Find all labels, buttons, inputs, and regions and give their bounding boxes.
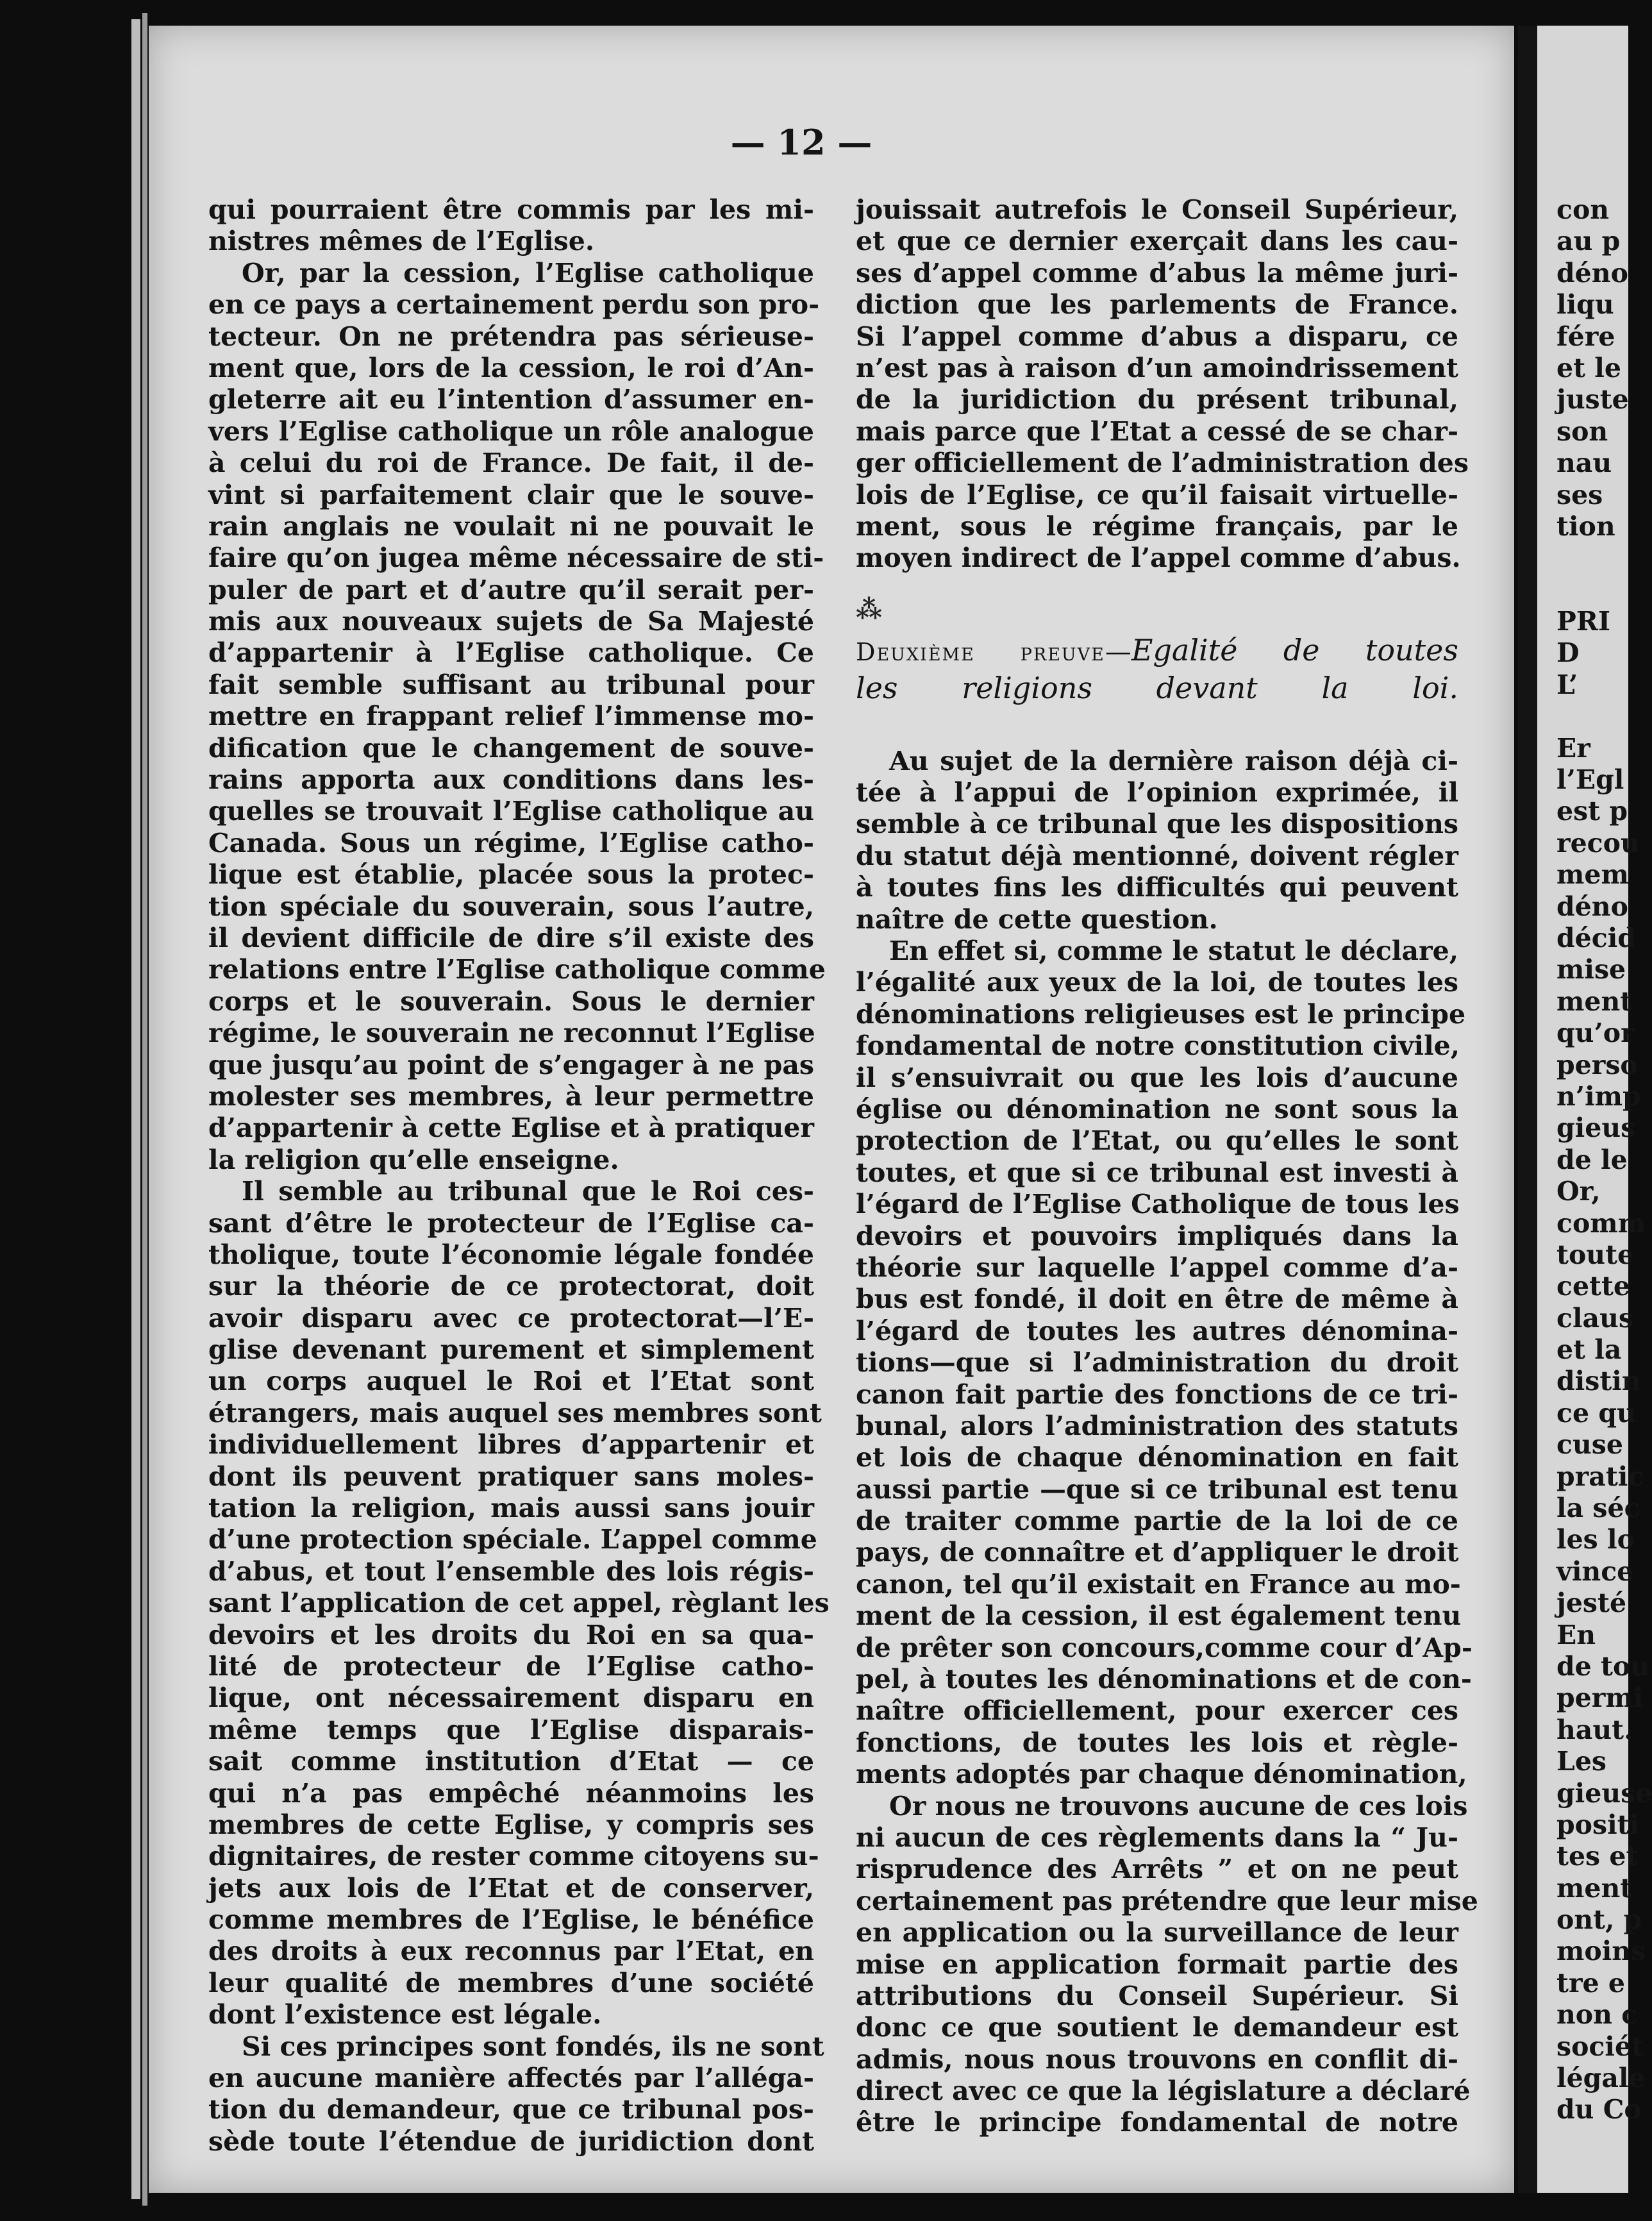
text-line: et lois de chaque dénomination en fait: [856, 1442, 1458, 1473]
text-line: de la juridiction du présent tribunal,: [856, 384, 1458, 415]
text-line: direct avec ce que la législature a déclaré: [856, 2075, 1471, 2107]
next-page-fragment: cette: [1556, 1271, 1631, 1302]
next-page-fragment: Or,: [1556, 1176, 1601, 1207]
text-line: théorie sur laquelle l’appel comme d’a-: [856, 1252, 1458, 1283]
text-line: ses d’appel comme d’abus la même juri-: [856, 257, 1458, 289]
next-page-fragment: est p: [1556, 796, 1628, 827]
text-line: quelles se trouvait l’Eglise catholique au: [208, 796, 814, 827]
text-line: tions—que si l’administration du droit: [856, 1347, 1458, 1379]
next-page-fragment: PRI: [1556, 606, 1611, 637]
text-line: canon, tel qu’il existait en France au mo-: [856, 1568, 1461, 1600]
next-page-fragment: et la: [1556, 1334, 1622, 1366]
text-line: vers l’Eglise catholique un rôle analogue: [208, 415, 814, 447]
text-line: l’égalité aux yeux de la loi, de toutes les: [856, 967, 1458, 998]
text-line: dénominations religieuses est le principe: [856, 998, 1466, 1030]
text-line: bus est fondé, il doit en être de même à: [856, 1284, 1458, 1315]
text-line: jouissait autrefois le Conseil Supérieur,: [856, 194, 1458, 225]
next-page-fragment: positi: [1556, 1809, 1640, 1840]
book-gutter: [1518, 26, 1537, 2193]
page-edge-left: [131, 19, 140, 2199]
text-line: nistres mêmes de l’Eglise.: [208, 226, 595, 257]
text-line: sède toute l’étendue de juridiction dont: [208, 2125, 814, 2157]
next-page-fragment: recou: [1556, 827, 1640, 859]
text-line: naître de cette question.: [856, 903, 1218, 935]
text-line: mettre en frappant relief l’immense mo-: [208, 701, 814, 732]
text-line: bunal, alors l’administration des statuts: [856, 1410, 1458, 1441]
right-column: [856, 194, 1478, 2139]
text-line: risprudence des Arrêts ” et on ne peut: [856, 1854, 1458, 1885]
text-line: dont ils peuvent pratiquer sans moles-: [208, 1461, 814, 1492]
next-page-fragment: du Co: [1556, 2094, 1642, 2125]
next-page-fragment: con: [1556, 194, 1610, 225]
right-column-body: [856, 745, 1478, 2139]
next-page-fragment: vince: [1556, 1555, 1634, 1587]
next-page-fragment: déno: [1556, 891, 1628, 922]
next-page-fragment: D: [1556, 637, 1580, 669]
text-line: dont l’existence est légale.: [208, 1999, 602, 2031]
text-line: l’égard de toutes les autres dénomina-: [856, 1315, 1458, 1346]
text-line: protection de l’Etat, ou qu’elles le sont: [856, 1125, 1458, 1157]
text-line: membres de cette Eglise, y compris ses: [208, 1809, 814, 1840]
text-line: que jusqu’au point de s’engager à ne pas: [208, 1049, 814, 1080]
text-line: tecteur. On ne prétendra pas sérieuse-: [208, 321, 814, 352]
next-page-fragment: tes et: [1556, 1841, 1639, 1872]
text-line: corps et le souverain. Sous le dernier: [208, 985, 814, 1017]
next-page-fragment: pratic: [1556, 1461, 1644, 1492]
text-line: glise devenant purement et simplement: [208, 1334, 814, 1366]
next-page-fragment: sociét: [1556, 2031, 1644, 2062]
next-page-fragment: de tou: [1556, 1650, 1650, 1682]
page-number: — 12 —: [730, 122, 872, 163]
next-page-fragment: légale: [1556, 2063, 1646, 2094]
next-page-fragment: non c: [1556, 1999, 1638, 2031]
text-line: mais parce que l’Etat a cessé de se char-: [856, 415, 1458, 447]
text-line: étrangers, mais auquel ses membres sont: [208, 1397, 822, 1429]
text-line: et que ce dernier exerçait dans les cau-: [856, 226, 1458, 257]
next-page-text-fragments: [1556, 194, 1652, 2126]
text-line: fonctions, de toutes les lois et règle-: [856, 1727, 1458, 1758]
text-line: en aucune manière affectés par l’alléga-: [208, 2063, 814, 2094]
text-line: certainement pas prétendre que leur mise: [856, 1885, 1478, 1916]
text-line: attributions du Conseil Supérieur. Si: [856, 1980, 1458, 2011]
text-line: ment de la cession, il est également tenu: [856, 1600, 1462, 1632]
text-line: Si l’appel comme d’abus a disparu, ce: [856, 321, 1458, 352]
next-page-fragment: [1556, 701, 1652, 732]
text-line: devoirs et les droits du Roi en sa qua-: [208, 1619, 814, 1650]
text-line: tation la religion, mais aussi sans jouir: [208, 1493, 814, 1524]
text-line: de prêter son concours,comme cour d’Ap-: [856, 1632, 1473, 1663]
text-line: tée à l’appui de l’opinion exprimée, il: [856, 777, 1458, 809]
text-line: même temps que l’Eglise disparais-: [208, 1714, 814, 1745]
text-line: Si ces principes sont fondés, ils ne sont: [242, 2031, 824, 2062]
next-page-fragment: cuse: [1556, 1429, 1623, 1461]
text-line: fondamental de notre constitution civile,: [856, 1030, 1460, 1062]
text-line: d’appartenir à l’Eglise catholique. Ce: [208, 637, 814, 669]
next-page-fragment: n’imp: [1556, 1080, 1641, 1112]
text-line: ni aucun de ces règlements dans la “ Ju-: [856, 1822, 1458, 1853]
text-line: église ou dénomination ne sont sous la: [856, 1093, 1458, 1125]
text-line: ment que, lors de la cession, le roi d’An-: [208, 352, 814, 383]
text-line: de traiter comme partie de la loi de ce: [856, 1505, 1458, 1537]
next-page-fragment: juste: [1556, 384, 1629, 415]
text-line: en ce pays a certainement perdu son pro-: [208, 289, 820, 321]
next-page-fragment: mise: [1556, 954, 1626, 985]
text-line: tion du demandeur, que ce tribunal pos-: [208, 2094, 814, 2125]
text-line: avoir disparu avec ce protectorat—l’E-: [208, 1302, 814, 1334]
text-line: individuellement libres d’appartenir et: [208, 1429, 814, 1461]
text-line: Or nous ne trouvons aucune de ces lois: [889, 1790, 1468, 1822]
text-line: lité de protecteur de l’Eglise catho-: [208, 1650, 814, 1682]
section-label: Deuxième preuve: [856, 637, 1105, 666]
text-line: tholique, toute l’économie légale fondée: [208, 1239, 814, 1270]
text-line: moyen indirect de l’appel comme d’abus.: [856, 542, 1461, 574]
section-title-line2: les religions devant la loi.: [856, 670, 1458, 705]
text-line: lois de l’Eglise, ce qu’il faisait virtuelle-: [856, 479, 1458, 510]
next-page-fragment: déno: [1556, 257, 1628, 289]
text-line: comme membres de l’Eglise, le bénéfice: [208, 1904, 814, 1936]
next-page-fragment: de le: [1556, 1144, 1628, 1175]
text-line: à celui du roi de France. De fait, il de-: [208, 448, 814, 479]
text-line: vint si parfaitement clair que le souve-: [208, 479, 814, 510]
text-line: admis, nous nous trouvons en conflit di-: [856, 2043, 1458, 2075]
next-page-fragment: L’: [1556, 669, 1578, 700]
next-page-fragment: les lo: [1556, 1524, 1635, 1555]
text-line: En effet si, comme le statut le déclare,: [889, 935, 1458, 967]
next-page-fragment: perso: [1556, 1049, 1638, 1080]
next-page-fragment: son: [1556, 415, 1608, 447]
text-line: un corps auquel le Roi et l’Etat sont: [208, 1366, 814, 1397]
text-line: aussi partie —que si ce tribunal est tenu: [856, 1473, 1458, 1505]
next-page-fragment: fére: [1556, 321, 1615, 352]
text-line: Canada. Sous un régime, l’Eglise catho-: [208, 827, 814, 859]
next-page-fragment: décid: [1556, 922, 1636, 953]
next-page-fragment: claus: [1556, 1302, 1633, 1334]
next-page-fragment: au p: [1556, 226, 1621, 257]
text-line: naître officiellement, pour exercer ces: [856, 1695, 1458, 1727]
next-page-fragment: toute: [1556, 1239, 1635, 1270]
text-line: rain anglais ne voulait ni ne pouvait le: [208, 510, 814, 542]
next-page-fragment: En: [1556, 1619, 1596, 1650]
next-page-fragment: comm: [1556, 1207, 1646, 1239]
text-line: d’une protection spéciale. L’appel comme: [208, 1524, 817, 1555]
text-line: sur la théorie de ce protectorat, doit: [208, 1271, 814, 1302]
text-line: mis aux nouveaux sujets de Sa Majesté: [208, 606, 814, 637]
text-line: diction que les parlements de France.: [856, 289, 1458, 321]
next-page-fragment: ment: [1556, 985, 1633, 1017]
text-line: molester ses membres, à leur permettre: [208, 1080, 814, 1112]
text-line: ger officiellement de l’administration des: [856, 448, 1469, 479]
text-line: d’abus, et tout l’ensemble des lois régis-: [208, 1555, 814, 1587]
text-line: à toutes fins les difficultés qui peuvent: [856, 872, 1458, 903]
next-page-fragment: [1556, 542, 1652, 574]
text-line: ments adoptés par chaque dénomination,: [856, 1759, 1467, 1790]
next-page-fragment: ses: [1556, 479, 1603, 510]
text-line: il s’ensuivrait ou que les lois d’aucune: [856, 1062, 1458, 1093]
text-line: lique, ont nécessairement disparu en: [208, 1682, 814, 1714]
next-page-fragment: ont, p: [1556, 1904, 1642, 1936]
section-title-line1: Egalité de toutes: [1131, 632, 1458, 667]
text-line: puler de part et d’autre qu’il serait per-: [208, 574, 814, 605]
text-line: canon fait partie des fonctions de ce tri-: [856, 1379, 1458, 1410]
next-page-fragment: et le: [1556, 352, 1621, 383]
text-line: la religion qu’elle enseigne.: [208, 1144, 619, 1175]
text-line: qui pourraient être commis par les mi-: [208, 194, 814, 225]
next-page-fragment: jesté: [1556, 1588, 1627, 1619]
text-line: jets aux lois de l’Etat et de conserver,: [208, 1872, 814, 1904]
next-page-fragment: Les: [1556, 1746, 1606, 1777]
text-line: tion spéciale du souverain, sous l’autre,: [208, 891, 814, 922]
text-line: gleterre ait eu l’intention d’assumer en-: [208, 384, 814, 415]
text-line: du statut déjà mentionné, doivent régler: [856, 840, 1458, 871]
text-line: Au sujet de la dernière raison déjà ci-: [889, 745, 1458, 776]
next-page-fragment: la séc: [1556, 1493, 1640, 1524]
left-column: [208, 194, 830, 2158]
next-page-fragment: moins: [1556, 1936, 1646, 1967]
text-line: lique est établie, placée sous la protec-: [208, 859, 814, 891]
text-line: en application ou la surveillance de leur: [856, 1917, 1458, 1949]
next-page-fragment: [1556, 574, 1652, 606]
next-page-fragment: distin: [1556, 1366, 1641, 1397]
next-page-fragment: gieus: [1556, 1112, 1636, 1144]
text-line: qui n’a pas empêché néanmoins les: [208, 1777, 814, 1809]
asterism-separator: ⁂: [856, 594, 883, 624]
text-line: rains apporta aux conditions dans les-: [208, 764, 814, 796]
next-page-fragment: nau: [1556, 448, 1612, 479]
text-line: dignitaires, de rester comme citoyens su-: [208, 1841, 819, 1872]
page-edge-shadow: [142, 13, 147, 2206]
text-line: ment, sous le régime français, par le: [856, 510, 1458, 542]
text-line: pel, à toutes les dénominations et de con-: [856, 1664, 1472, 1695]
text-line: régime, le souverain ne reconnut l’Eglise: [208, 1018, 815, 1049]
text-line: être le principe fondamental de notre: [856, 2107, 1458, 2138]
text-line: Il semble au tribunal que le Roi ces-: [242, 1176, 814, 1207]
text-line: il devient difficile de dire s’il existe des: [208, 922, 814, 953]
section-dash: —: [1105, 635, 1131, 667]
right-column-top: [856, 194, 1469, 574]
next-page-fragment: l’Egl: [1556, 764, 1624, 796]
text-line: toutes, et que si ce tribunal est investi à: [856, 1157, 1458, 1188]
text-line: d’appartenir à cette Eglise et à pratiquer: [208, 1112, 814, 1144]
next-page-fragment: mem: [1556, 859, 1629, 891]
text-line: des droits à eux reconnus par l’Etat, en: [208, 1936, 814, 1967]
next-page-fragment: permi: [1556, 1682, 1644, 1714]
text-line: sant d’être le protecteur de l’Eglise ca-: [208, 1207, 814, 1239]
next-page-fragment: haut.: [1556, 1714, 1633, 1745]
text-line: donc ce que soutient le demandeur est: [856, 2012, 1458, 2043]
text-line: devoirs et pouvoirs impliqués dans la: [856, 1220, 1458, 1252]
next-page-fragment: Er: [1556, 732, 1590, 764]
text-line: pays, de connaître et d’appliquer le droit: [856, 1537, 1459, 1568]
text-line: n’est pas à raison d’un amoindrissement: [856, 352, 1458, 383]
next-page-fragment: liqu: [1556, 289, 1614, 321]
text-line: sait comme institution d’Etat — ce: [208, 1746, 814, 1777]
next-page-fragment: tion: [1556, 510, 1615, 542]
text-line: Or, par la cession, l’Eglise catholique: [242, 257, 814, 289]
text-line: fait semble suffisant au tribunal pour: [208, 669, 814, 700]
text-line: leur qualité de membres d’une société: [208, 1967, 814, 1999]
text-line: dification que le changement de souve-: [208, 732, 814, 764]
text-line: sant l’application de cet appel, règlant les: [208, 1588, 830, 1619]
section-heading: [856, 632, 1458, 707]
text-line: faire qu’on jugea même nécessaire de sti-: [208, 542, 824, 574]
text-line: mise en application formait partie des: [856, 1949, 1458, 1980]
next-page-fragment: tre e: [1556, 1967, 1625, 1999]
next-page-fragment: ce qu: [1556, 1397, 1636, 1429]
next-page-fragment: qu’or: [1556, 1018, 1635, 1049]
text-line: l’égard de l’Eglise Catholique de tous les: [856, 1189, 1460, 1220]
next-page-fragment: gieuse: [1556, 1777, 1652, 1809]
next-page-fragment: ment: [1556, 1872, 1633, 1904]
text-line: relations entre l’Eglise catholique comme: [208, 954, 826, 985]
text-line: semble à ce tribunal que les dispositions: [856, 809, 1458, 840]
